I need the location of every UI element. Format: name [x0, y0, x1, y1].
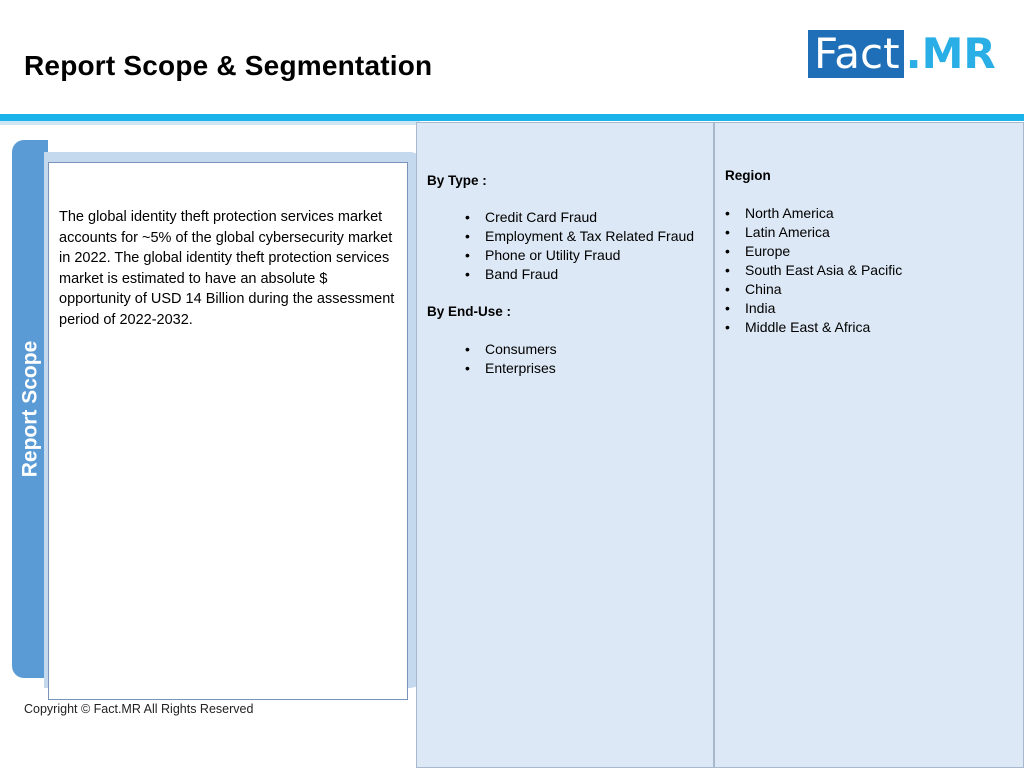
by-end-use-heading: By End-Use : [427, 304, 512, 319]
bullet-icon: • [725, 262, 730, 278]
bullet-icon: • [465, 209, 470, 225]
list-item: • Middle East & Africa [725, 319, 871, 335]
region-list [725, 204, 902, 337]
bullet-icon: • [725, 300, 730, 316]
by-end-use-list [465, 340, 557, 378]
list-item: • Phone or Utility Fraud [465, 247, 621, 263]
region-heading: Region [725, 168, 771, 183]
list-item: • Band Fraud [465, 266, 559, 282]
description-box [48, 162, 408, 700]
list-item: • Credit Card Fraud [465, 209, 598, 225]
report-scope-label: Report Scope [18, 340, 41, 478]
bullet-icon: • [725, 243, 730, 259]
segment-column-type [416, 122, 714, 768]
factmr-logo [808, 30, 996, 78]
header-accent-shadow [0, 121, 420, 125]
list-item: • North America [725, 205, 834, 221]
by-type-list [465, 208, 694, 284]
bullet-icon: • [725, 281, 730, 297]
list-item: • China [725, 281, 782, 297]
bullet-icon: • [465, 266, 470, 282]
list-item: • Europe [725, 243, 791, 259]
by-type-heading: By Type : [427, 173, 487, 188]
page-title: Report Scope & Segmentation [24, 50, 433, 81]
logo-mr-text: .MR [905, 29, 996, 78]
list-item: • Latin America [725, 224, 830, 240]
bullet-icon: • [465, 247, 470, 263]
list-item: • Enterprises [465, 360, 556, 376]
description-text: The global identity theft protection services market accounts for ~5% of the global cybersecurity market in 2022. The global identity theft protection services market is estimated to have an absolute $ opportunity of USD 14 Billion during the assessment period of 2022-2032. [59, 209, 395, 328]
bullet-icon: • [725, 224, 730, 240]
report-scope-label-wrap [12, 140, 48, 678]
list-item: • South East Asia & Pacific [725, 262, 903, 278]
copyright-notice: Copyright © Fact.MR All Rights Reserved [24, 702, 254, 716]
segment-column-region [714, 122, 1024, 768]
list-item: • India [725, 300, 776, 316]
header-accent-rule [0, 114, 1024, 121]
list-item: • Consumers [465, 341, 557, 357]
bullet-icon: • [465, 228, 470, 244]
logo-fact-text: Fact [808, 30, 904, 78]
bullet-icon: • [725, 205, 730, 221]
bullet-icon: • [465, 360, 470, 376]
list-item: • Employment & Tax Related Fraud [465, 228, 695, 244]
bullet-icon: • [465, 341, 470, 357]
bullet-icon: • [725, 319, 730, 335]
